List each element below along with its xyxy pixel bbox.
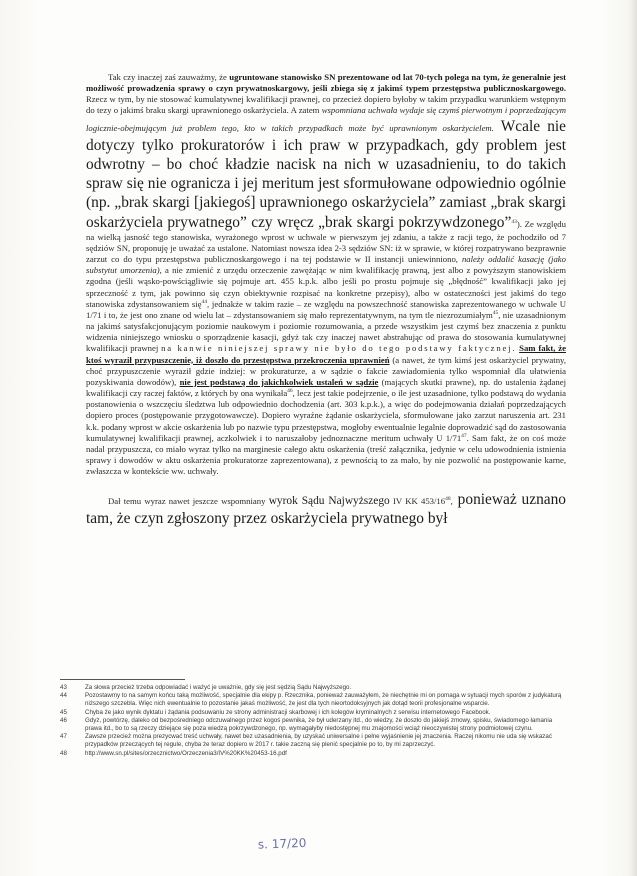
text-run: , nie uzasadnionym na jakimś satysfakcjonującym poziomie naukowym i poziomie rozumowania, a przede wszystkim jest czymś bez znaczenia z punktu widzenia niniejszego wniosku o sporządzenie kasacji, gdyż tak czy inaczej nawet abstrahując od prawa do stosowania kumulatywnej kwalifikacji prawnej [86,309,567,354]
footnote-text: Gdyż, powtórzę, daleko od bezpośredniego odczuwalnego przez kogoś pewnika, że był uderzany itd., do wiedzy, że doszło do jakiejś zmowy, spisku, świadomego łamania prawa itd., bo to są rzeczy dziejące się poza wiedzą pokrzywdzonego, np. wymagałyby niedostępnej mu znajomości wciąż nieoczywistej strony podmiotowej czynu. [85,716,553,733]
footnote-ref-48: 48 [445,496,451,503]
italic-run: należy oddalić kasację (jako substytut umorzenia) [86,254,566,276]
text-run: , jednakże w takim razie – ze względu na powszechność stanowiska zaprezentowanego w uchwale U 1/71 i to, że jest ono znane od wielu lat – zdystansowaniem się mało reprezentatywnym, na tym tle niezrozumiałym [86,298,566,320]
footnote-text: http://www.sn.pl/sites/orzecznictwo/Orzeczenia3/IV%20KK%20453-16.pdf [85,749,287,757]
large-text-run: ponieważ uznano tam, że czyn zgłoszony przez oskarżyciela prywatnego był [86,491,566,528]
large-text-run: Wcale nie dotyczy tylko prokuratorów i ich praw w przypadkach, gdy problem jest odwrotny – bo choć kładzie nacisk na nich w uzasadnieniu, to do takich spraw się nie ogranicza i jej meritum jest sformułowane odpowiednio ogólnie (np. „brak skargi [jakiegoś] uprawnionego oskarżyciela” zamiast „brak skargi oskarżyciela prywatnego” czy wręcz „brak skargi pokrzywdzonego” [86,117,567,231]
bold-run: ugruntowane stanowisko SN prezentowane od lat 70-tych polega na tym, że generalnie jest możliwość prowadzenia sprawy o czyn prywatnoskargowy, jeśli zbiega się z jakimś typem przestępstwa publicznoskargowego. [86,72,566,94]
footnote-text: Zawsze przecież można prezycwać treść uchwały, nawet bez uzasadnienia, by uzyskać uniwersalne i pełne wyjaśnienie jej znaczenia. Raczej nikomu nie uda się wskazać przypadków przeczących tej regule, chyba że teraz dopiero w 2017 r. takie zaczną się plenić specjalnie po to, by mi zaprzeczyć. [85,733,552,749]
paragraph-gap [86,477,566,490]
text-run: (a nawet, że tym kimś jest oskarżyciel prywatny, choć przypuszczenie wyraził gdzie indziej: w prokuraturze, a w sądzie o fakcie zawiadomienia tylko wspomniał dla ułatwienia pozyskiwania dowodów), [86,354,566,387]
footnote-number: 47 [60,733,67,741]
text-run: . Sam fakt, że on coś może nadal przypuszcza, co miało wyraz tylko na marginesie całego aktu oskarżenia (treść załącznika, jedynie w celu udowodnienia istnienia sprawy i dowodów w aktu oskarżenia prokuratorze zaprezentowana), z pewnością to za mało, by nie pozwolić na postępowanie karne, zwłaszcza w kontekście ww. uchwały. [86,432,566,477]
footnote-ref-44: 44 [201,298,208,305]
footnote-text: Chyba że jako wynik dyktatu i żądania podsuwaniu ze strony administracji skarbowej i ich kolegów kryminalnych z serwisu internetowego Facebook. [85,708,491,716]
footnote-number: 46 [60,716,67,724]
footnote-number: 48 [60,749,67,757]
text-run: Rzecz w tym, by nie stosować kumulatywnej kwalifikacji prawnej, co przecież dopiero byłoby w takim przypadku warunkiem wstępnym do tezy o jakimś braku skargi uprawnionego oskarżyciela. A zatem [86,94,566,116]
footnote [60,709,565,717]
text-run: , [450,496,453,507]
footnote-number: 44 [60,692,67,700]
paragraph-2 [86,490,566,528]
text-run: ). Ze względu na wielką jasność tego stanowiska, wyrażonego wprost w uchwale w pierwszym jej zdaniu, a także z racji tego, że pochodziło od 7 sędziów SN, proponuję je uważać za ustalone. Natomiast nowsza idea 2-3 sędziów SN: iż w sprawie, w której rozpatrywano bezprawnie zarzut co do typu przestępstwa publicznoskargowego i na tej podstawie w II instancji uniewinniono, [86,218,566,265]
footnote [60,750,565,758]
footnote [60,684,565,692]
footnote-ref-43: 43 [511,218,517,225]
text-run: IV KK 453/16 [389,496,446,507]
footnote [60,717,565,733]
text-run: Tak czy inaczej zaś zauważmy, że [108,72,230,82]
footnote-number: 45 [60,708,67,716]
bold-underlined-run: Sam fakt, że ktoś wyraził przypuszczenie, iż doszło do przestępstwa przekroczenia uprawnień [86,343,566,365]
footnote [60,733,565,749]
large-text-run: wyrok Sądu Najwyższego [268,495,390,508]
footnote-ref-47: 47 [461,432,467,439]
spaced-text-run: na kanwie niniejszej sprawy nie było do tego podstawy faktycznej. [161,343,517,354]
text-run: (mających skutki prawne), np. do ustalenia żądanej kwalifikacji czy raczej faktów, z których by ona wynikała [86,376,567,399]
footnote-ref-46: 46 [287,388,293,395]
bold-underlined-run: nie jest podstawą do jakichkolwiek ustaleń w sądzie [179,376,379,387]
page-edge-shadow [629,0,637,876]
text-run: , lecz jest takie podejrzenie, o ile jest uzasadnione, tylko podstawą do wydania postanowienia o wszczęciu śledztwa lub odpowiednio dochodzenia (art. 303 k.p.k.), a więc do podejmowania działań poprzedzających dopiero proces (postępowanie przygotowawcze). Dopiero wyraźne żądanie oskarżyciela, sformułowane jako zarzut naruszenia art. 231 k.k. podany wprost w akcie oskarżenia lub po nazwie typu przestępstwa, mogłoby ewentualnie legalnie doprowadzić sąd do zastosowania kumulatywnej kwalifikacji prawnej, aczkolwiek i to naruszałoby jednoznaczne meritum uchwały U 1/71 [86,388,566,443]
document-body [86,72,566,529]
footnote [60,692,565,708]
footnote-text: Pozostawmy to na samym końcu taką możliwość, specjalnie dla ekipy p. Rzecznika, ponieważ zauważyłem, że niechętnie mi on pomaga w sytuacji mych sporów z judykaturą niższego szczebla. Więc nich ewentualnie to pozostanie jakaś możliwość, że jest dla tych nieortodoksyjnych jak dotąd teorii profesjonalne wsparcie. [85,692,562,708]
handwritten-page-number [258,834,349,859]
footnote-number: 43 [60,684,67,691]
footnotes [60,684,565,758]
text-run: Dał temu wyraz nawet jeszcze wspomniany [108,496,269,507]
footnote-text: Za słowa przecież trzeba odpowiadać i ważyć je uważnie, gdy się jest sędzią Sądu Najwyższego. [85,684,352,691]
italic-run: wspomniana uchwała wydaje się czymś pierwotnym i poprzedzającym logicznie-obejmującym już problem tego, kto w takich przypadkach może być uprawnionym oskarżycielem. [86,105,567,133]
text-run: , a nie zmienić z urzędu orzeczenie zawężając w nim kwalifikację prawną, jest albo z powyższym stanowiskiem zgodna (jeśli wąsko-powściągliwie się pojmuje art. 455 k.p.k. albo jeśli po prostu pojmuje się „błędność” kwalifikacji jako jej sprzeczność z tym, jak powinno się czyn obiektywnie rozpisać na konkretne przepisy), albo w ostateczności jest jakimś do tego stanowiska zdystansowaniem się [86,265,566,309]
footnote-separator [60,679,185,680]
page-number-text: s. 17/20 [257,835,307,852]
footnote-ref-45: 45 [492,310,499,317]
paragraph-1 [86,72,566,477]
